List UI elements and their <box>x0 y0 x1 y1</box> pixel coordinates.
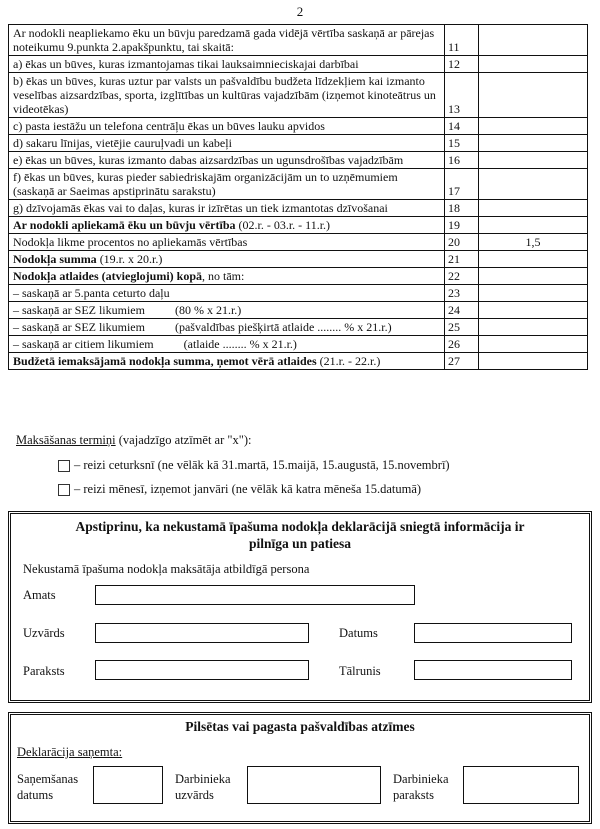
row-label: Nodokļa summa <box>13 252 97 266</box>
row-number: 22 <box>445 268 479 285</box>
monthly-label: – reizi mēnesī, izņemot janvāri (ne vēlāk kā katra mēneša 15.datumā) <box>74 482 422 496</box>
row-label-cell <box>9 336 445 353</box>
option-quarterly[interactable] <box>58 458 450 473</box>
row-label-cell <box>9 118 445 135</box>
row-value[interactable] <box>479 169 588 200</box>
table-row <box>9 302 588 319</box>
table-row <box>9 217 588 234</box>
receipt-date-field[interactable] <box>93 766 163 804</box>
row-formula: (atlaide ........ % x 21.r.) <box>153 337 297 351</box>
position-field[interactable] <box>95 585 415 605</box>
row-formula: (02.r. - 03.r. - 11.r.) <box>235 218 331 232</box>
row-label-cell <box>9 302 445 319</box>
employee-surname-field[interactable] <box>247 766 381 804</box>
row-label-cell <box>9 234 445 251</box>
table-row <box>9 118 588 135</box>
row-number: 24 <box>445 302 479 319</box>
quarterly-checkbox[interactable] <box>58 460 70 472</box>
employee-signature-label-line2: paraksts <box>393 788 434 802</box>
signature-field[interactable] <box>95 660 309 680</box>
receipt-date-label-line1: Saņemšanas <box>17 772 79 786</box>
certification-heading <box>11 518 589 552</box>
employee-signature-field[interactable] <box>463 766 579 804</box>
table-row <box>9 73 588 118</box>
row-number: 11 <box>445 25 479 56</box>
row-label: – saskaņā ar SEZ likumiem <box>13 320 145 334</box>
receipt-date-label-line2: datums <box>17 788 54 802</box>
row-label-cell <box>9 73 445 118</box>
table-row <box>9 319 588 336</box>
employee-surname-label-line1: Darbinieka <box>175 772 231 786</box>
row-value[interactable] <box>479 319 588 336</box>
phone-label: Tālrunis <box>339 664 381 678</box>
row-label: – saskaņā ar citiem likumiem <box>13 337 154 351</box>
table-row <box>9 25 588 56</box>
row-label-cell <box>9 200 445 217</box>
certification-box <box>8 511 592 703</box>
row-value[interactable] <box>479 268 588 285</box>
row-number: 13 <box>445 73 479 118</box>
row-number: 20 <box>445 234 479 251</box>
table-row <box>9 135 588 152</box>
declaration-received-label: Deklarācija saņemta: <box>17 745 123 759</box>
page-number: 2 <box>296 4 304 19</box>
receipt-date-label <box>17 771 78 803</box>
row-value[interactable] <box>479 217 588 234</box>
row-number: 14 <box>445 118 479 135</box>
row-number: 15 <box>445 135 479 152</box>
row-label-cell <box>9 135 445 152</box>
table-row <box>9 234 588 251</box>
table-row <box>9 56 588 73</box>
municipality-box <box>8 712 592 824</box>
employee-surname-label <box>175 771 231 803</box>
employee-signature-label <box>393 771 449 803</box>
row-value[interactable] <box>479 25 588 56</box>
row-value[interactable] <box>479 200 588 217</box>
date-label: Datums <box>339 626 378 640</box>
row-number: 12 <box>445 56 479 73</box>
responsible-person-label: Nekustamā īpašuma nodokļa maksātāja atbildīgā persona <box>23 562 310 576</box>
row-label-cell <box>9 169 445 200</box>
row-label: Budžetā iemaksājamā nodokļa summa, ņemot vērā atlaides <box>13 354 317 368</box>
row-label: Nodokļa likme procentos no apliekamās vērtības <box>13 235 248 249</box>
row-formula: (80 % x 21.r.) <box>144 303 242 317</box>
row-value[interactable] <box>479 56 588 73</box>
row-formula: (19.r. x 20.r.) <box>96 252 163 266</box>
row-label: Ar nodokli apliekamā ēku un būvju vērtība <box>13 218 236 232</box>
row-value[interactable] <box>479 118 588 135</box>
tax-table <box>8 24 588 370</box>
row-label-cell <box>9 268 445 285</box>
row-label: Ar nodokli neapliekamo ēku un būvju paredzamā gada vidējā vērtība saskaņā ar pārejas noteikumu 9.punkta 2.apakšpunktu, tai skaitā: <box>13 26 435 54</box>
table-row <box>9 285 588 302</box>
row-label-cell <box>9 217 445 234</box>
row-label: c) pasta iestāžu un telefona centrāļu ēkas un būves lauku apvidos <box>13 119 325 133</box>
payment-terms-note: (vajadzīgo atzīmēt ar "x"): <box>115 433 252 447</box>
row-number: 19 <box>445 217 479 234</box>
table-row <box>9 251 588 268</box>
surname-field[interactable] <box>95 623 309 643</box>
payment-terms-title <box>16 433 251 448</box>
row-formula: , no tām: <box>202 269 245 283</box>
row-number: 18 <box>445 200 479 217</box>
date-field[interactable] <box>414 623 572 643</box>
row-number: 25 <box>445 319 479 336</box>
row-label-cell <box>9 251 445 268</box>
surname-label: Uzvārds <box>23 626 65 640</box>
row-label: g) dzīvojamās ēkas vai to daļas, kuras ir izīrētas un tiek izmantotas dzīvošanai <box>13 201 388 215</box>
row-label-cell <box>9 56 445 73</box>
row-formula: (21.r. - 22.r.) <box>316 354 381 368</box>
option-monthly[interactable] <box>58 482 421 497</box>
row-formula: (pašvaldības piešķirtā atlaide ........ % x 21.r.) <box>144 320 392 334</box>
payment-terms-label: Maksāšanas termiņi <box>16 433 116 447</box>
municipality-heading: Pilsētas vai pagasta pašvaldības atzīmes <box>185 719 415 734</box>
row-number: 26 <box>445 336 479 353</box>
row-number: 27 <box>445 353 479 370</box>
row-value[interactable] <box>479 336 588 353</box>
table-row <box>9 169 588 200</box>
row-label: a) ēkas un būves, kuras izmantojamas tikai lauksaimnieciskajai darbībai <box>13 57 359 71</box>
table-row <box>9 200 588 217</box>
certification-heading-line2: pilnīga un patiesa <box>248 536 352 551</box>
row-value[interactable] <box>479 152 588 169</box>
row-label: – saskaņā ar 5.panta ceturto daļu <box>13 286 170 300</box>
row-value[interactable] <box>479 251 588 268</box>
row-label: Nodokļa atlaides (atvieglojumi) kopā <box>13 269 203 283</box>
position-label: Amats <box>23 588 56 602</box>
row-label-cell <box>9 152 445 169</box>
row-label-cell <box>9 25 445 56</box>
row-label-cell <box>9 319 445 336</box>
row-label: e) ēkas un būves, kuras izmanto dabas aizsardzības un ugunsdrošības vajadzībām <box>13 153 404 167</box>
row-value[interactable] <box>479 73 588 118</box>
row-number: 17 <box>445 169 479 200</box>
table-row <box>9 336 588 353</box>
row-label-cell <box>9 353 445 370</box>
row-value[interactable] <box>479 135 588 152</box>
employee-surname-label-line2: uzvārds <box>175 788 214 802</box>
row-number: 21 <box>445 251 479 268</box>
row-label: b) ēkas un būves, kuras uztur par valsts un pašvaldību budžeta līdzekļiem kai izmanto veselības aizsardzības, sporta, izglītības un kultūras vajadzībām (izņemot kinoteātrus un videotēkas) <box>13 74 436 116</box>
signature-label: Paraksts <box>23 664 65 678</box>
row-label: f) ēkas un būves, kuras pieder sabiedriskajām organizācijām un to uzņēmumiem (saskaņā ar Saeimas apstiprinātu sarakstu) <box>13 170 398 198</box>
quarterly-label: – reizi ceturksnī (ne vēlāk kā 31.martā, 15.maijā, 15.augustā, 15.novembrī) <box>74 458 450 472</box>
row-label: d) sakaru līnijas, vietējie cauruļvadi un kabeļi <box>13 136 232 150</box>
row-label-cell <box>9 285 445 302</box>
row-number: 23 <box>445 285 479 302</box>
phone-field[interactable] <box>414 660 572 680</box>
row-value[interactable]: 1,5 <box>479 234 588 251</box>
monthly-checkbox[interactable] <box>58 484 70 496</box>
certification-heading-line1: Apstiprinu, ka nekustamā īpašuma nodokļa deklarācijā sniegtā informācija ir <box>75 519 525 534</box>
row-label: – saskaņā ar SEZ likumiem <box>13 303 145 317</box>
employee-signature-label-line1: Darbinieka <box>393 772 449 786</box>
table-row <box>9 353 588 370</box>
row-value[interactable] <box>479 353 588 370</box>
row-number: 16 <box>445 152 479 169</box>
row-value[interactable] <box>479 302 588 319</box>
row-value[interactable] <box>479 285 588 302</box>
table-row <box>9 152 588 169</box>
table-row <box>9 268 588 285</box>
